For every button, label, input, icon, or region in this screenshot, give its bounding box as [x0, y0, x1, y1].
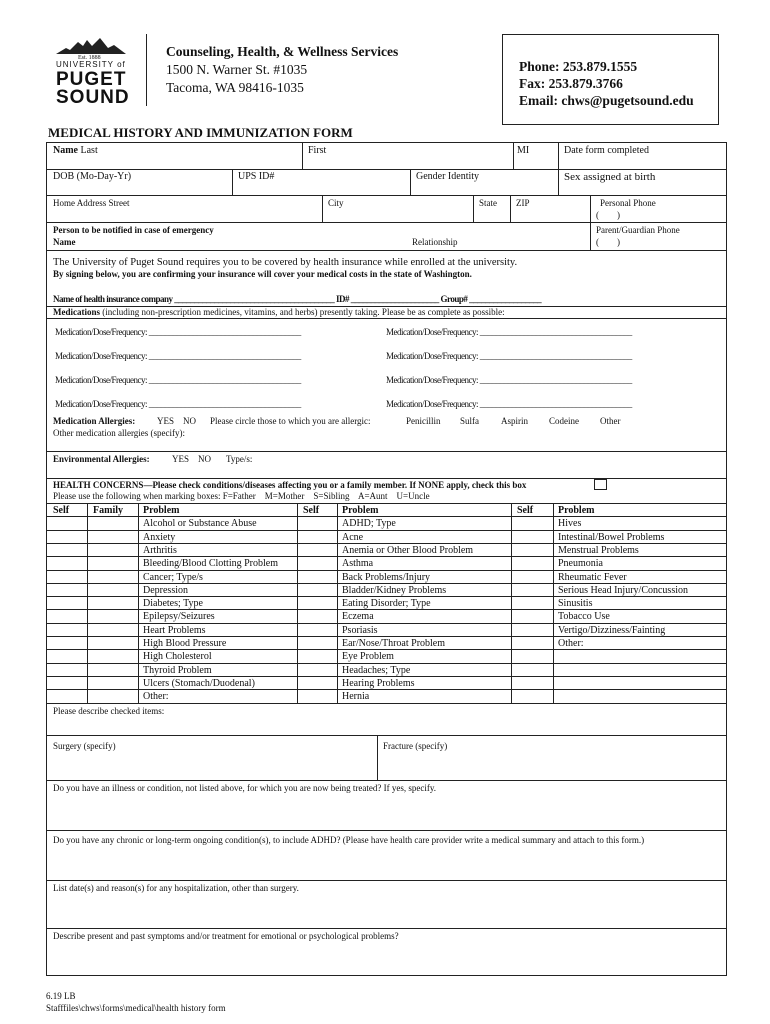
col1-family-cell[interactable] [88, 570, 138, 583]
col-problem-2: Problem [342, 505, 379, 516]
col3-self-cell[interactable] [512, 583, 553, 596]
med-left-2[interactable]: Medication/Dose/Frequency: ______________________________________ [55, 351, 301, 361]
col1-problem-label: Diabetes; Type [143, 598, 203, 609]
allergy-option-penicillin[interactable]: Penicillin [406, 416, 441, 426]
col3-problem-label: Other: [558, 638, 584, 649]
col1-problem-label: Depression [143, 585, 188, 596]
col2-self-cell[interactable] [298, 543, 337, 556]
col1-self-cell[interactable] [47, 543, 87, 556]
col1-problem-label: High Cholesterol [143, 651, 212, 662]
date-completed-field[interactable]: Date form completed [564, 145, 649, 156]
col2-problem-label: Acne [342, 532, 364, 543]
col1-self-cell[interactable] [47, 636, 87, 649]
name-last-field[interactable]: Name Last [53, 145, 98, 156]
col3-problem-label: Hives [558, 518, 582, 529]
col-problem-1: Problem [143, 505, 180, 516]
col2-problem-label: Anemia or Other Blood Problem [342, 545, 474, 556]
col3-problem-label: Serious Head Injury/Concussion [558, 585, 688, 596]
col1-self-cell[interactable] [47, 649, 87, 662]
col1-self-cell[interactable] [47, 689, 87, 702]
env-allergies-yesno[interactable]: YES NO [172, 454, 212, 464]
allergy-option-other[interactable]: Other [600, 416, 621, 426]
footer-path: Stafffiles\chws\forms\medical\health history form [46, 1003, 226, 1013]
col1-problem-label: Heart Problems [143, 625, 206, 636]
col1-family-cell[interactable] [88, 676, 138, 689]
logo-line3: SOUND [56, 87, 130, 108]
org-address2: Tacoma, WA 98416-1035 [166, 80, 304, 95]
col1-self-cell[interactable] [47, 663, 87, 676]
col3-self-cell[interactable] [512, 530, 553, 543]
col2-self-cell[interactable] [298, 649, 337, 662]
col2-self-cell[interactable] [298, 663, 337, 676]
col2-problem-label: Hearing Problems [342, 678, 415, 689]
emotional-question[interactable]: Describe present and past symptoms and/or treatment for emotional or psychological problems? [53, 931, 399, 941]
hospitalization-question[interactable]: List date(s) and reason(s) for any hospitalization, other than surgery. [53, 883, 299, 893]
personal-phone-label: Personal Phone [600, 198, 656, 208]
col1-problem-label: Anxiety [143, 532, 176, 543]
mi-field[interactable]: MI [517, 145, 530, 156]
surgery-field[interactable]: Surgery (specify) [53, 741, 116, 751]
col1-self-cell[interactable] [47, 676, 87, 689]
col2-self-cell[interactable] [298, 530, 337, 543]
col2-self-cell[interactable] [298, 570, 337, 583]
col1-family-cell[interactable] [88, 543, 138, 556]
col2-self-cell[interactable] [298, 676, 337, 689]
col1-self-cell[interactable] [47, 609, 87, 622]
med-left-3[interactable]: Medication/Dose/Frequency: ______________________________________ [55, 375, 301, 385]
col3-problem-label: Menstrual Problems [558, 545, 639, 556]
col-family-1: Family [93, 505, 123, 516]
col1-self-cell[interactable] [47, 583, 87, 596]
col-self-3: Self [517, 505, 534, 516]
col2-problem-label: ADHD; Type [342, 518, 396, 529]
col1-family-cell[interactable] [88, 623, 138, 636]
col-self-2: Self [303, 505, 320, 516]
insurance-confirmation: By signing below, you are confirming your insurance will cover your medical costs in the state of Washington. [53, 269, 472, 279]
family-key: Please use the following when marking boxes: F=Father M=Mother S=Sibling A=Aunt U=Uncle [53, 491, 430, 501]
col2-problem-label: Eating Disorder; Type [342, 598, 431, 609]
col2-problem-label: Eczema [342, 611, 374, 622]
col1-family-cell[interactable] [88, 609, 138, 622]
contact-phone: Phone: 253.879.1555 [519, 59, 638, 74]
col3-self-cell[interactable] [512, 570, 553, 583]
state-field[interactable]: State [479, 198, 497, 208]
col3-self-cell[interactable] [512, 636, 553, 649]
personal-phone-field[interactable]: ( ) [596, 210, 620, 220]
dob-field[interactable]: DOB (Mo-Day-Yr) [53, 171, 132, 182]
col1-self-cell[interactable] [47, 556, 87, 569]
col2-self-cell[interactable] [298, 596, 337, 609]
col1-family-cell[interactable] [88, 663, 138, 676]
footer-version: 6.19 LB [46, 991, 76, 1001]
col2-self-cell[interactable] [298, 556, 337, 569]
col-self-1: Self [53, 505, 70, 516]
col2-self-cell[interactable] [298, 623, 337, 636]
col3-self-cell[interactable] [512, 609, 553, 622]
col2-self-cell[interactable] [298, 609, 337, 622]
other-med-allergies-field[interactable]: Other medication allergies (specify): [53, 428, 186, 438]
col1-problem-label: Thyroid Problem [143, 665, 212, 676]
col3-problem-label: Rheumatic Fever [558, 572, 627, 583]
health-concerns-heading: HEALTH CONCERNS—Please check conditions/diseases affecting you or a family member. If NONE apply, check this box [53, 480, 527, 490]
contact-email: Email: chws@pugetsound.edu [519, 93, 694, 108]
med-right-3[interactable]: Medication/Dose/Frequency: ______________________________________ [386, 375, 632, 385]
col2-problem-label: Ear/Nose/Throat Problem [342, 638, 446, 649]
med-right-2[interactable]: Medication/Dose/Frequency: ______________________________________ [386, 351, 632, 361]
col1-problem-label: Bleeding/Blood Clotting Problem [143, 558, 278, 569]
col1-problem-label: Alcohol or Substance Abuse [143, 518, 257, 529]
col2-self-cell[interactable] [298, 689, 337, 702]
med-allergies-instructions: Please circle those to which you are allergic: [210, 416, 371, 426]
col1-family-cell[interactable] [88, 530, 138, 543]
col1-self-cell[interactable] [47, 570, 87, 583]
col2-problem-label: Back Problems/Injury [342, 572, 431, 583]
col2-problem-label: Hernia [342, 691, 370, 702]
col1-family-cell[interactable] [88, 556, 138, 569]
col1-self-cell[interactable] [47, 530, 87, 543]
col3-problem-label: Vertigo/Dizziness/Fainting [558, 625, 666, 636]
ups-id-field[interactable]: UPS ID# [238, 171, 275, 182]
col2-problem-label: Asthma [342, 558, 374, 569]
col1-problem-label: Epilepsy/Seizures [143, 611, 215, 622]
col2-self-cell[interactable] [298, 636, 337, 649]
col1-self-cell[interactable] [47, 516, 87, 529]
describe-checked-field[interactable]: Please describe checked items: [53, 706, 165, 716]
col-problem-3: Problem [558, 505, 595, 516]
col2-problem-label: Headaches; Type [342, 665, 411, 676]
col3-self-cell[interactable] [512, 556, 553, 569]
insurance-company-field[interactable]: Name of health insurance company ________________________________________ ID# ______________________ Group# __________________ [53, 294, 542, 304]
med-left-1[interactable]: Medication/Dose/Frequency: ______________________________________ [55, 327, 301, 337]
col1-problem-label: Ulcers (Stomach/Duodenal) [143, 678, 255, 689]
sex-at-birth-field[interactable]: Sex assigned at birth [564, 171, 656, 183]
col3-self-cell[interactable] [512, 516, 553, 529]
env-allergies-types-field[interactable]: Type/s: [226, 454, 253, 464]
first-name-field[interactable]: First [308, 145, 327, 156]
col3-self-cell[interactable] [512, 543, 553, 556]
med-right-1[interactable]: Medication/Dose/Frequency: ______________________________________ [386, 327, 632, 337]
col3-self-cell[interactable] [512, 596, 553, 609]
med-right-4[interactable]: Medication/Dose/Frequency: ______________________________________ [386, 399, 632, 409]
chronic-question[interactable]: Do you have any chronic or long-term ongoing condition(s), to include ADHD? (Please have health care provider write a medical summary and attach to this form.) [53, 835, 645, 845]
col2-problem-label: Bladder/Kidney Problems [342, 585, 447, 596]
col3-problem-label: Pneumonia [558, 558, 603, 569]
form-title: MEDICAL HISTORY AND IMMUNIZATION FORM [48, 125, 353, 140]
allergy-option-codeine[interactable]: Codeine [549, 416, 579, 426]
col1-problem-label: Other: [143, 691, 169, 702]
zip-field[interactable]: ZIP [516, 198, 530, 208]
city-field[interactable]: City [328, 198, 344, 208]
col1-self-cell[interactable] [47, 623, 87, 636]
guardian-phone-field[interactable]: ( ) [596, 237, 620, 247]
col1-problem-label: Cancer; Type/s [143, 572, 203, 583]
col1-family-cell[interactable] [88, 583, 138, 596]
logo-est: Est. 1888 [78, 55, 101, 61]
allergy-option-aspirin[interactable]: Aspirin [501, 416, 528, 426]
med-allergies-label: Medication Allergies: [53, 416, 136, 426]
fracture-field[interactable]: Fracture (specify) [383, 741, 448, 751]
col3-problem-label: Tobacco Use [558, 611, 610, 622]
col1-problem-label: Arthritis [143, 545, 177, 556]
med-left-4[interactable]: Medication/Dose/Frequency: ______________________________________ [55, 399, 301, 409]
medications-heading: Medications (including non-prescription medicines, vitamins, and herbs) presently taking. Please be as complete as possible: [53, 307, 505, 317]
col2-problem-label: Eye Problem [342, 651, 394, 662]
env-allergies-label: Environmental Allergies: [53, 454, 150, 464]
insurance-notice: The University of Puget Sound requires you to be covered by health insurance while enrolled at the university. [53, 257, 518, 268]
col1-problem-label: High Blood Pressure [143, 638, 227, 649]
home-address-field[interactable]: Home Address Street [53, 198, 130, 208]
org-name: Counseling, Health, & Wellness Services [166, 44, 399, 59]
col2-problem-label: Psoriasis [342, 625, 378, 636]
contact-fax: Fax: 253.879.3766 [519, 76, 623, 91]
col1-family-cell[interactable] [88, 516, 138, 529]
logo-line1: UNIVERSITY of [56, 60, 126, 69]
allergy-option-sulfa[interactable]: Sulfa [460, 416, 479, 426]
none-apply-checkbox[interactable] [594, 479, 607, 490]
logo-line2: PUGET [56, 69, 127, 90]
med-allergies-yesno[interactable]: YES NO [157, 416, 197, 426]
col2-self-cell[interactable] [298, 516, 337, 529]
col1-family-cell[interactable] [88, 636, 138, 649]
header-divider [146, 34, 147, 106]
illness-question[interactable]: Do you have an illness or condition, not listed above, for which you are now being treated? If yes, specify. [53, 783, 437, 793]
col1-self-cell[interactable] [47, 596, 87, 609]
col1-family-cell[interactable] [88, 596, 138, 609]
emergency-name-field[interactable]: Name [53, 237, 76, 247]
col1-family-cell[interactable] [88, 649, 138, 662]
col2-self-cell[interactable] [298, 583, 337, 596]
emergency-contact-label: Person to be notified in case of emergency [53, 225, 214, 235]
org-address1: 1500 N. Warner St. #1035 [166, 62, 308, 77]
col1-family-cell[interactable] [88, 689, 138, 702]
col3-problem-label: Sinusitis [558, 598, 593, 609]
university-logo [50, 36, 130, 108]
col3-problem-label: Intestinal/Bowel Problems [558, 532, 665, 543]
gender-field[interactable]: Gender Identity [416, 171, 480, 182]
relationship-field[interactable]: Relationship [412, 237, 458, 247]
contact-box [502, 34, 719, 125]
col3-self-cell[interactable] [512, 623, 553, 636]
guardian-phone-label: Parent/Guardian Phone [596, 225, 680, 235]
